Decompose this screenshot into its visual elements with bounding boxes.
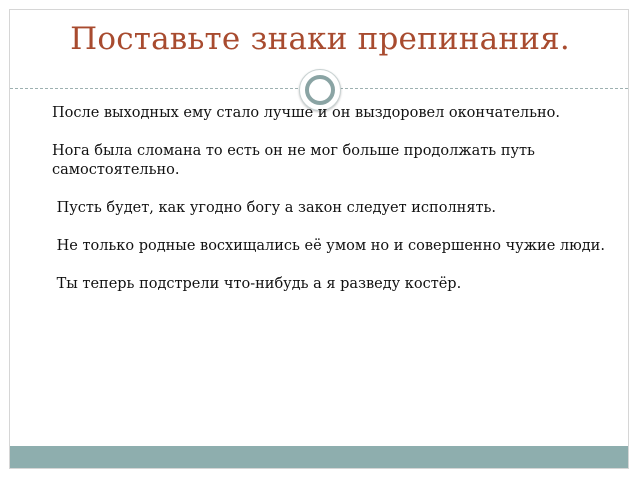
- slide-title: Поставьте знаки препинания.: [70, 21, 570, 57]
- sentence-3: Пусть будет, как угодно богу а закон следует исполнять.: [52, 200, 496, 216]
- sentence-1: После выходных ему стало лучше и он выздоровел окончательно.: [52, 105, 561, 121]
- footer-bar: [10, 446, 628, 468]
- sentence-list: [52, 104, 612, 313]
- sentence-2: Нога была сломана то есть он не мог больше продолжать путь самостоятельно.: [52, 143, 540, 178]
- sentence-4: Не только родные восхищались её умом но и совершенно чужие люди.: [52, 238, 605, 254]
- sentence-5: Ты теперь подстрели что-нибудь а я разведу костёр.: [52, 276, 462, 292]
